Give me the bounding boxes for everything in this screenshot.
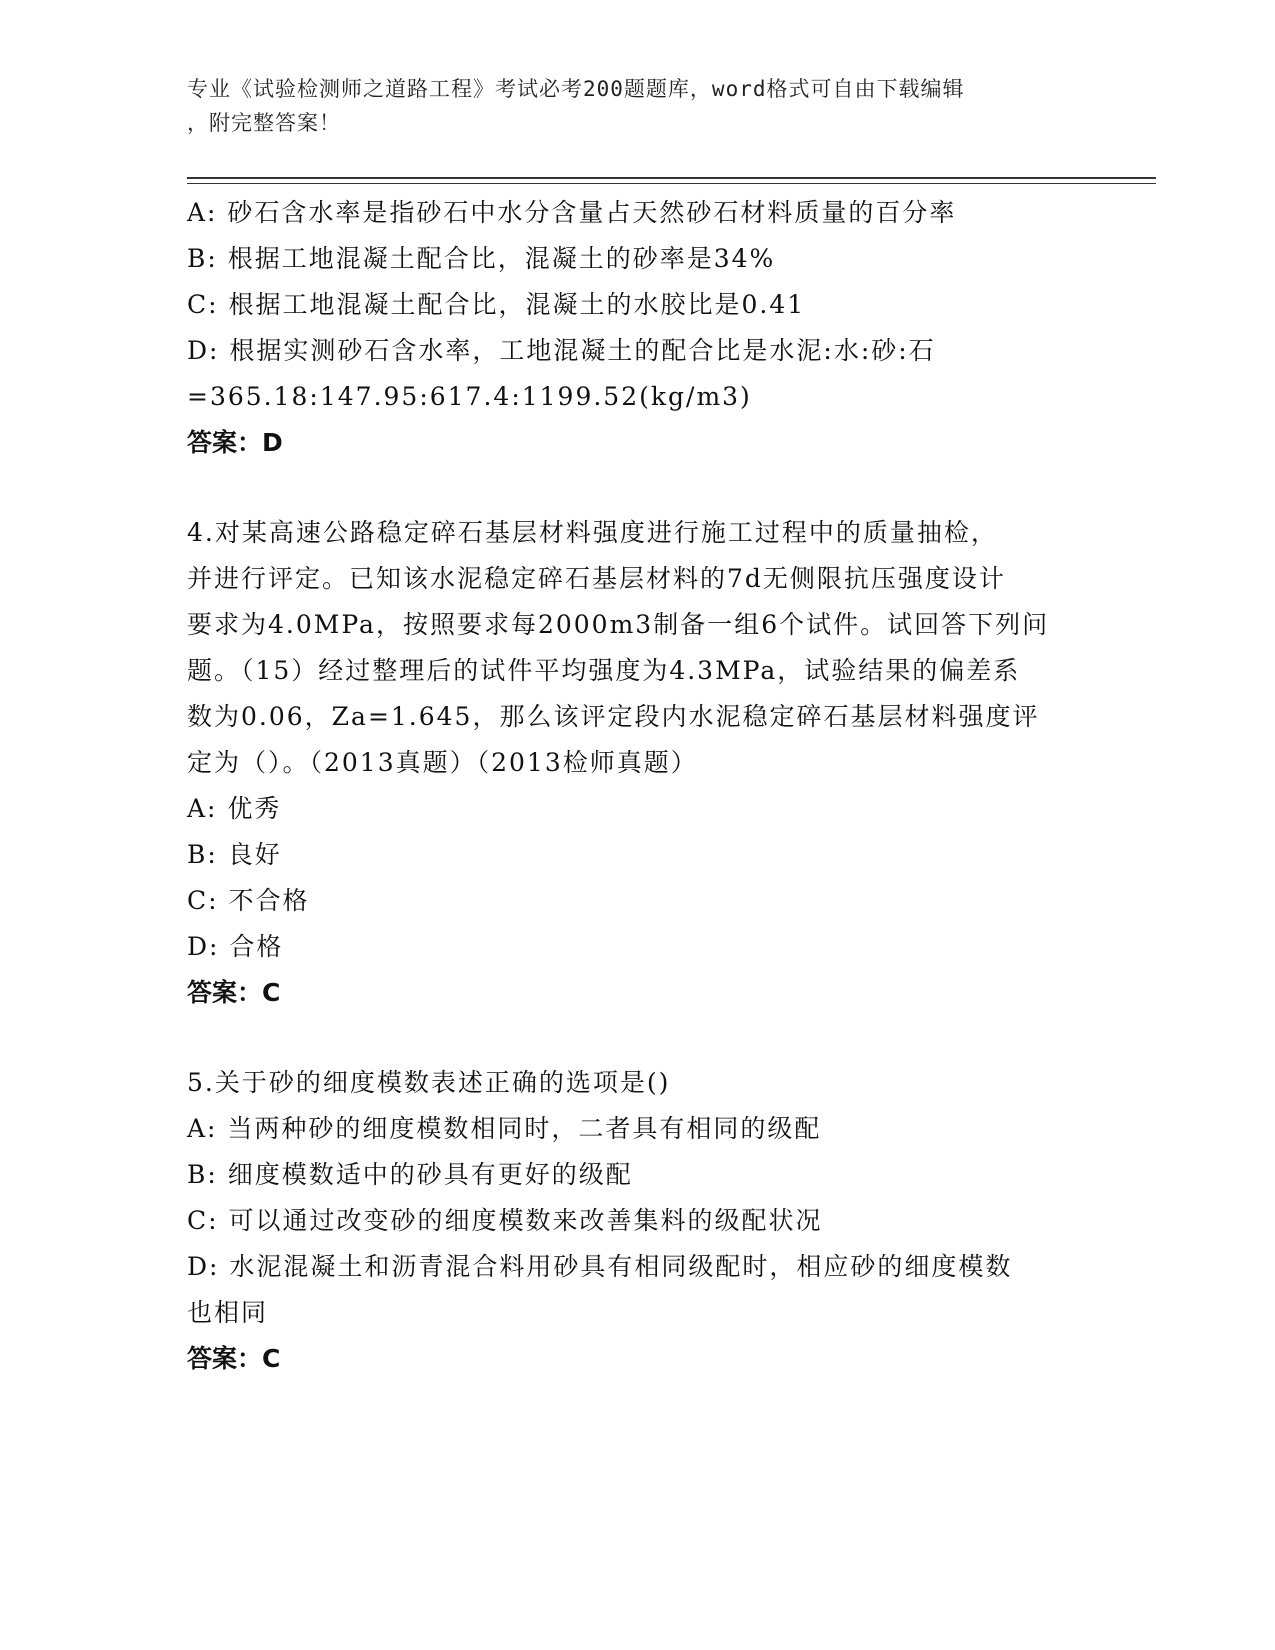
question-3-block: [187, 190, 1087, 466]
document-header: [187, 72, 1067, 140]
q4-stem-line: 数为0.06，Za=1.645，那么该评定段内水泥稳定碎石基层材料强度评: [187, 702, 1040, 731]
q3-option-d-line-1: D: 根据实测砂石含水率，工地混凝土的配合比是水泥:水:砂:石: [187, 336, 936, 365]
q5-option-b: B: 细度模数适中的砂具有更好的级配: [187, 1160, 633, 1189]
q4-option-d: D: 合格: [187, 932, 284, 961]
q4-option-c: C: 不合格: [187, 886, 310, 915]
q4-stem-line: 并进行评定。已知该水泥稳定碎石基层材料的7d无侧限抗压强度设计: [187, 564, 1006, 593]
q5-option-d-line-2: 也相同: [187, 1298, 269, 1327]
q4-answer: 答案：C: [187, 978, 281, 1007]
q3-option-b: B: 根据工地混凝土配合比，混凝土的砂率是34%: [187, 244, 776, 273]
header-title-line-1: 专业《试验检测师之道路工程》考试必考200题题库，word格式可自由下载编辑: [187, 77, 965, 101]
q3-option-d-line-2: =365.18:147.95:617.4:1199.52(kg/m3): [187, 382, 752, 411]
q4-stem-line: 4.对某高速公路稳定碎石基层材料强度进行施工过程中的质量抽检，: [187, 518, 998, 547]
q4-option-b: B: 良好: [187, 840, 282, 869]
question-4-block: [187, 510, 1087, 1016]
q4-option-a: A: 优秀: [187, 794, 282, 823]
q4-stem-line: 题。（15）经过整理后的试件平均强度为4.3MPa，试验结果的偏差系: [187, 656, 1021, 685]
header-divider-thin: [187, 183, 1156, 184]
q5-answer: 答案：C: [187, 1344, 281, 1373]
q3-option-c: C: 根据工地混凝土配合比，混凝土的水胶比是0.41: [187, 290, 806, 319]
q5-option-c: C: 可以通过改变砂的细度模数来改善集料的级配状况: [187, 1206, 823, 1235]
q4-stem-line: 要求为4.0MPa，按照要求每2000m3制备一组6个试件。试回答下列问: [187, 610, 1050, 639]
question-content: [187, 190, 1087, 1382]
question-spacer: [187, 1016, 1087, 1060]
q5-stem: 5.关于砂的细度模数表述正确的选项是(): [187, 1068, 671, 1097]
q5-option-a: A: 当两种砂的细度模数相同时，二者具有相同的级配: [187, 1114, 822, 1143]
header-divider: [187, 177, 1156, 179]
question-5-block: [187, 1060, 1087, 1382]
q5-option-d-line-1: D: 水泥混凝土和沥青混合料用砂具有相同级配时，相应砂的细度模数: [187, 1252, 1013, 1281]
q3-answer: 答案：D: [187, 428, 283, 457]
question-spacer: [187, 466, 1087, 510]
q4-stem-line: 定为（）。（2013真题）（2013检师真题）: [187, 748, 698, 777]
q3-option-a: A: 砂石含水率是指砂石中水分含量占天然砂石材料质量的百分率: [187, 198, 957, 227]
header-title-line-2: ，附完整答案！: [187, 111, 341, 135]
